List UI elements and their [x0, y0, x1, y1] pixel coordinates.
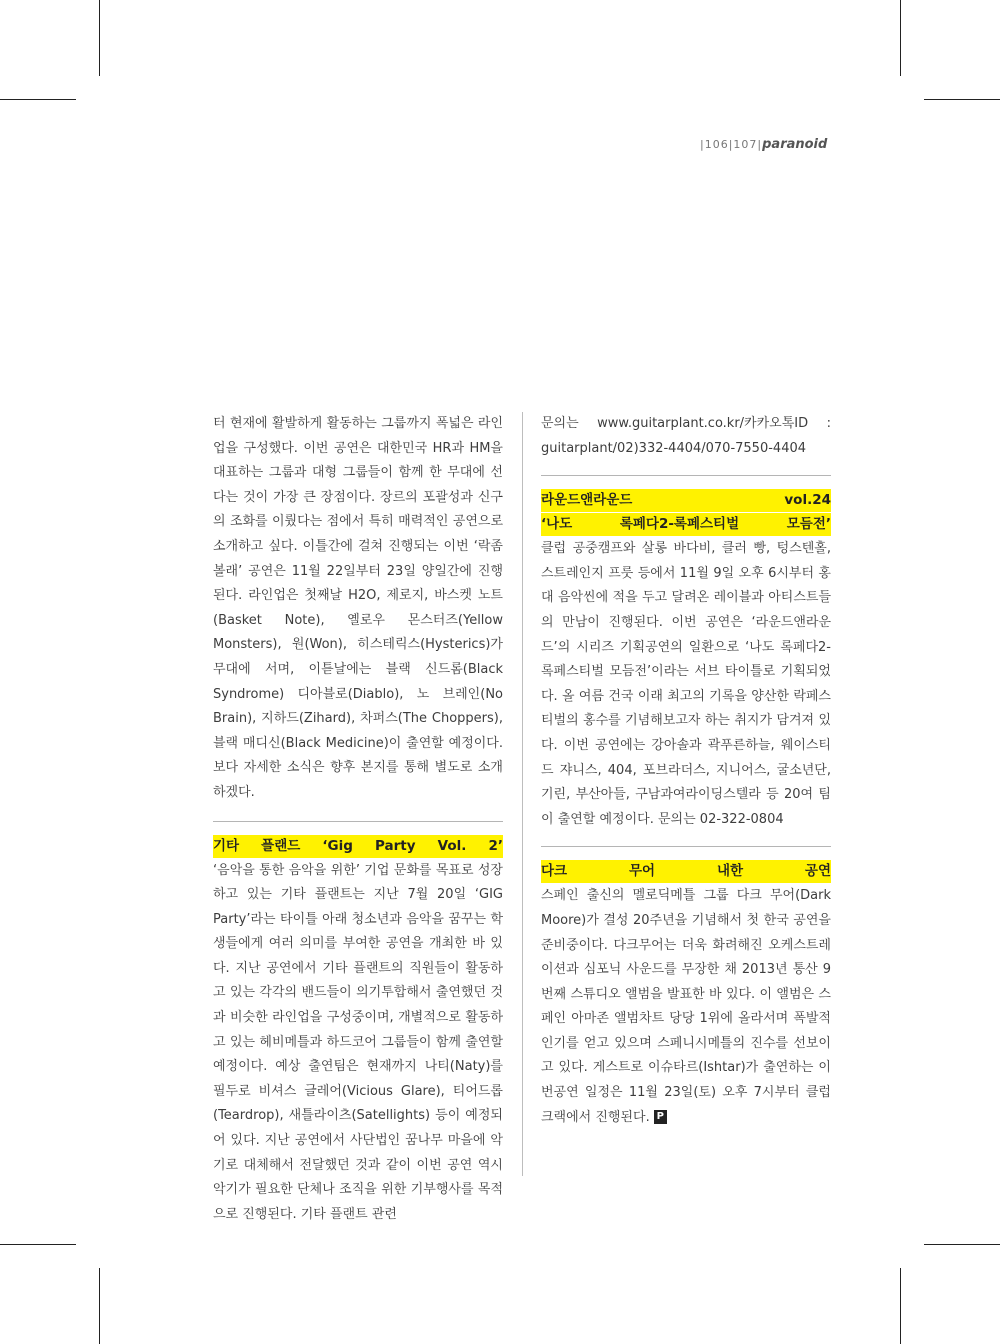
left-column — [213, 412, 503, 1227]
page-numbers: |106|107| — [700, 138, 763, 151]
crop-mark-top-right-h — [924, 99, 1000, 100]
dark-moor-body: 스페인 출신의 멜로딕메틀 그룹 다크 무어(Dark Moore)가 결성 20주년을 기념해서 첫 한국 공연을 준비중이다. 다크무어는 더욱 화려해진 오케스트레이션과 심포닉 사운드를 무장한 채 2013년 통산 9번째 스튜디오 앨범을 발표한 바 있다. 이 앨범은 스페인 아마존 앨범차트 당당 1위에 올라서며 폭발적 인기를 얻고 있으며 스페니시메틀의 진수를 선보이고 있다. 게스트로 이슈타르(Ishtar)가 출연하는 이번공연 일정은 11월 23일(토) 오후 7시부터 클럽 크랙에서 진행된다. — [541, 888, 831, 1125]
crop-mark-top-left-v — [99, 0, 100, 76]
left-intro-paragraph: 터 현재에 활발하게 활동하는 그룹까지 폭넓은 라인업을 구성했다. 이번 공연은 대한민국 HR과 HM을 대표하는 그룹과 대형 그룹들이 함께 한 무대에 선다는 것이 가장 큰 장점이다. 장르의 포괄성과 신구의 조화를 이뤘다는 점에서 특히 매력적인 공연으로 소개하고 싶다. 이틀간에 걸쳐 진행되는 이번 ‘락좀볼래’ 공연은 11월 22일부터 23일 양일간에 진행된다. 라인업은 첫째날 H2O, 제로지, 바스켓 노트(Basket Note), 옐로우 몬스터즈(Yellow Monsters), 원(Won), 히스테릭스(Hysterics)가 무대에 서며, 이튿날에는 블랙 신드롬(Black Syndrome) 디아블로(Diablo), 노 브레인(No Brain), 지하드(Zihard), 차퍼스(The Choppers), 블랙 매디신(Black Medicine)이 출연할 예정이다. 보다 자세한 소식은 향후 본지를 통해 별도로 소개하겠다. — [213, 416, 503, 800]
round-and-round-paragraph: 클럽 공중캠프와 살롱 바다비, 클러 빵, 텅스텐홀, 스트레인지 프룻 등에서 11월 9일 오후 6시부터 홍대 음악씬에 적을 두고 달려온 레이블과 아티스트들의 만남이 진행된다. 이번 공연은 ‘라운드앤라운드’의 시리즈 기획공연의 일환으로 ‘나도 록페다2-록페스티벌 모듬전’이라는 서브 타이틀로 기획되었다. 올 여름 건국 이래 최고의 기록을 양산한 락페스티벌의 홍수를 기념해보고자 하는 취지가 담겨져 있다. 이번 공연에는 강아솔과 곽푸른하늘, 웨이스티드 쟈니스, 404, 포브라더스, 지니어스, 굴소년단, 기린, 부산아들, 구남과여라이딩스텔라 등 20여 팀이 출연할 예정이다. 문의는 02-322-0804 — [541, 541, 831, 827]
section-divider — [541, 475, 831, 476]
right-column — [541, 412, 831, 1130]
column-divider — [522, 412, 523, 1176]
section-divider — [213, 821, 503, 822]
end-mark-icon: P — [654, 1110, 667, 1124]
page-folio — [700, 137, 832, 153]
gig-party-paragraph: ‘음악을 통한 음악을 위한’ 기업 문화를 목표로 성장하고 있는 기타 플랜트는 지난 7월 20일 ‘GIG Party’라는 타이틀 아래 청소년과 음악을 꿈꾸는 학생들에게 여러 의미를 부여한 공연을 개최한 바 있다. 지난 공연에서 기타 플랜트의 직원들이 활동하고 있는 각각의 밴드들이 의기투합해서 출연했던 것과 비슷한 라인업을 구성중이며, 개별적으로 활동하고 있는 헤비메틀과 하드코어 그룹들이 함께 출연할 예정이다. 예상 출연팀은 현재까지 나티(Naty)를 필두로 비셔스 글레어(Vicious Glare), 티어드롭(Teardrop), 새틀라이츠(Satellights) 등이 예정되어 있다. 지난 공연에서 사단법인 꿈나무 마을에 악기로 대체해서 전달했던 것과 같이 이번 공연 역시 악기가 필요한 단체나 조직을 위한 기부행사를 목적으로 진행된다. 기타 플랜트 관련 — [213, 862, 503, 1222]
crop-mark-bottom-left-v — [99, 1268, 100, 1344]
section-subheading-round-and-round: ‘나도 록페다2-록페스티벌 모듬전’ — [541, 513, 831, 536]
crop-mark-bottom-right-h — [924, 1244, 1000, 1245]
section-heading-gig-party: 기타 플랜드 ‘Gig Party Vol. 2’ — [213, 835, 503, 858]
dark-moor-paragraph — [541, 884, 831, 1130]
magazine-logo: paranoid — [762, 137, 828, 152]
crop-mark-top-right-v — [900, 0, 901, 76]
crop-mark-bottom-right-v — [900, 1268, 901, 1344]
section-divider — [541, 846, 831, 847]
section-heading-round-and-round: 라운드앤라운드 vol.24 — [541, 489, 831, 512]
crop-mark-bottom-left-h — [0, 1244, 76, 1245]
section-heading-dark-moor: 다크 무어 내한 공연 — [541, 860, 831, 883]
crop-mark-top-left-h — [0, 99, 76, 100]
right-intro-paragraph: 문의는 www.guitarplant.co.kr/카카오톡ID : guitarplant/02)332-4404/070-7550-4404 — [541, 416, 831, 456]
